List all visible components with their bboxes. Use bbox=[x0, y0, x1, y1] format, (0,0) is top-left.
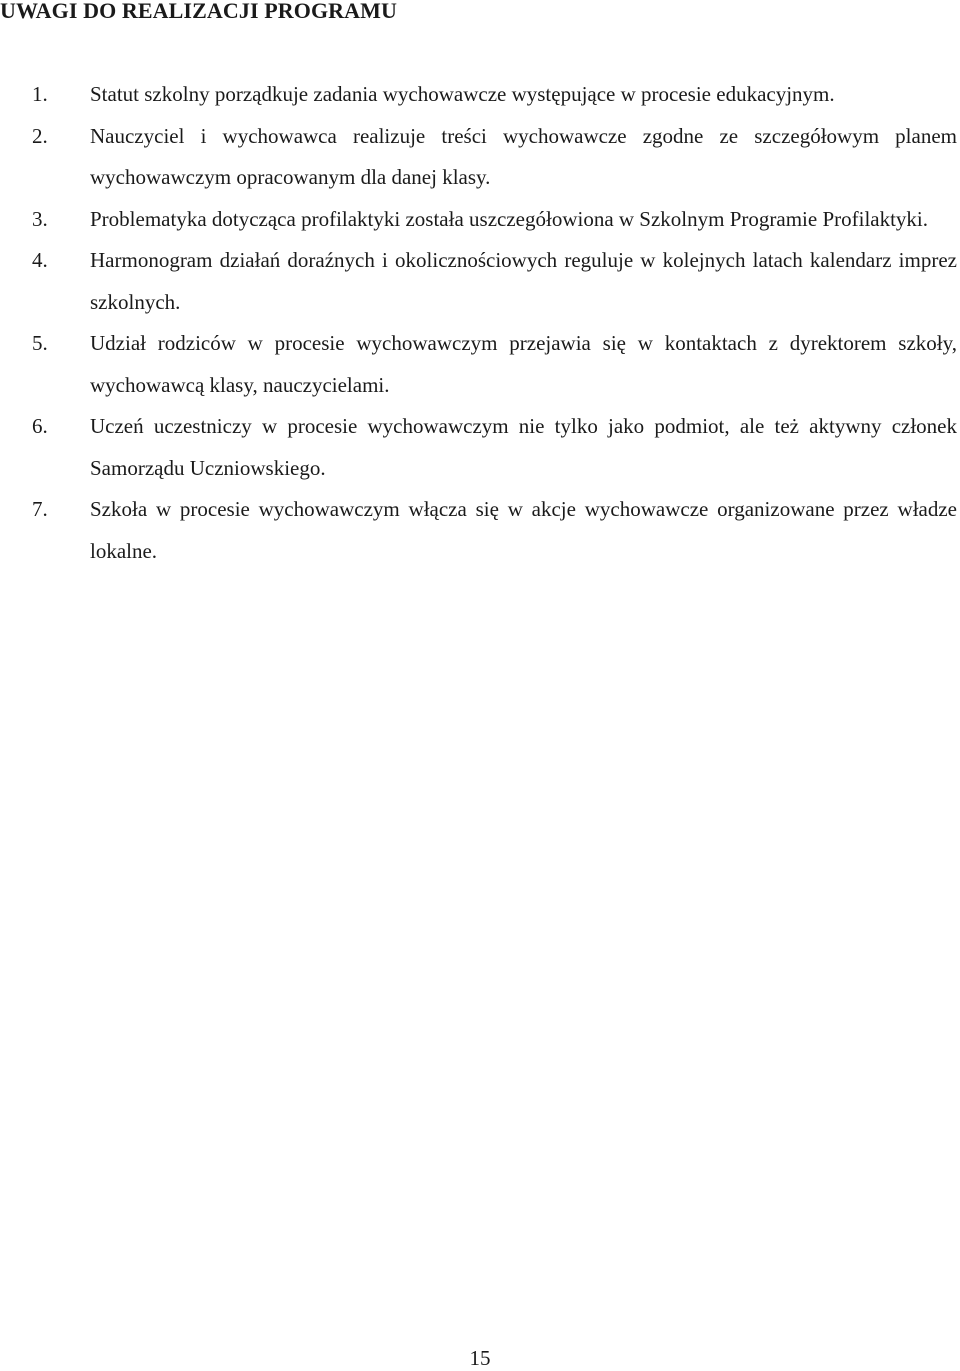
list-item-number: 7. bbox=[32, 497, 48, 521]
list-item-number: 4. bbox=[32, 248, 48, 272]
list-item bbox=[0, 406, 957, 489]
remarks-list bbox=[0, 74, 957, 572]
list-item-text: Udział rodziców w procesie wychowawczym przejawia się w kontaktach z dyrektorem szkoły, wychowawcą klasy, nauczycielami. bbox=[90, 331, 957, 397]
list-item bbox=[0, 323, 957, 406]
list-item-text: Statut szkolny porządkuje zadania wychowawcze występujące w procesie edukacyjnym. bbox=[90, 82, 835, 106]
list-item-number: 5. bbox=[32, 331, 48, 355]
list-item bbox=[0, 116, 957, 199]
page-number: 15 bbox=[469, 1346, 491, 1370]
list-item-text: Uczeń uczestniczy w procesie wychowawczym nie tylko jako podmiot, ale też aktywny członek Samorządu Uczniowskiego. bbox=[90, 414, 957, 480]
list-item-number: 6. bbox=[32, 414, 48, 438]
list-item-text: Szkoła w procesie wychowawczym włącza się w akcje wychowawcze organizowane przez władze lokalne. bbox=[90, 497, 957, 563]
list-item bbox=[0, 199, 957, 241]
list-item-text: Problematyka dotycząca profilaktyki została uszczegółowiona w Szkolnym Programie Profilaktyki. bbox=[90, 206, 929, 231]
list-item-text: Harmonogram działań doraźnych i okolicznościowych reguluje w kolejnych latach kalendarz imprez szkolnych. bbox=[90, 248, 957, 314]
list-item bbox=[0, 74, 957, 116]
list-item bbox=[0, 489, 957, 572]
list-item-number: 2. bbox=[32, 123, 48, 148]
list-item-number: 3. bbox=[32, 206, 48, 231]
list-item bbox=[0, 240, 957, 323]
list-item-text: Nauczyciel i wychowawca realizuje treści wychowawcze zgodne ze szczegółowym planem wychowawczym opracowanym dla danej klasy. bbox=[90, 123, 957, 189]
list-item-number: 1. bbox=[32, 82, 48, 106]
section-heading: UWAGI DO REALIZACJI PROGRAMU bbox=[0, 0, 397, 23]
